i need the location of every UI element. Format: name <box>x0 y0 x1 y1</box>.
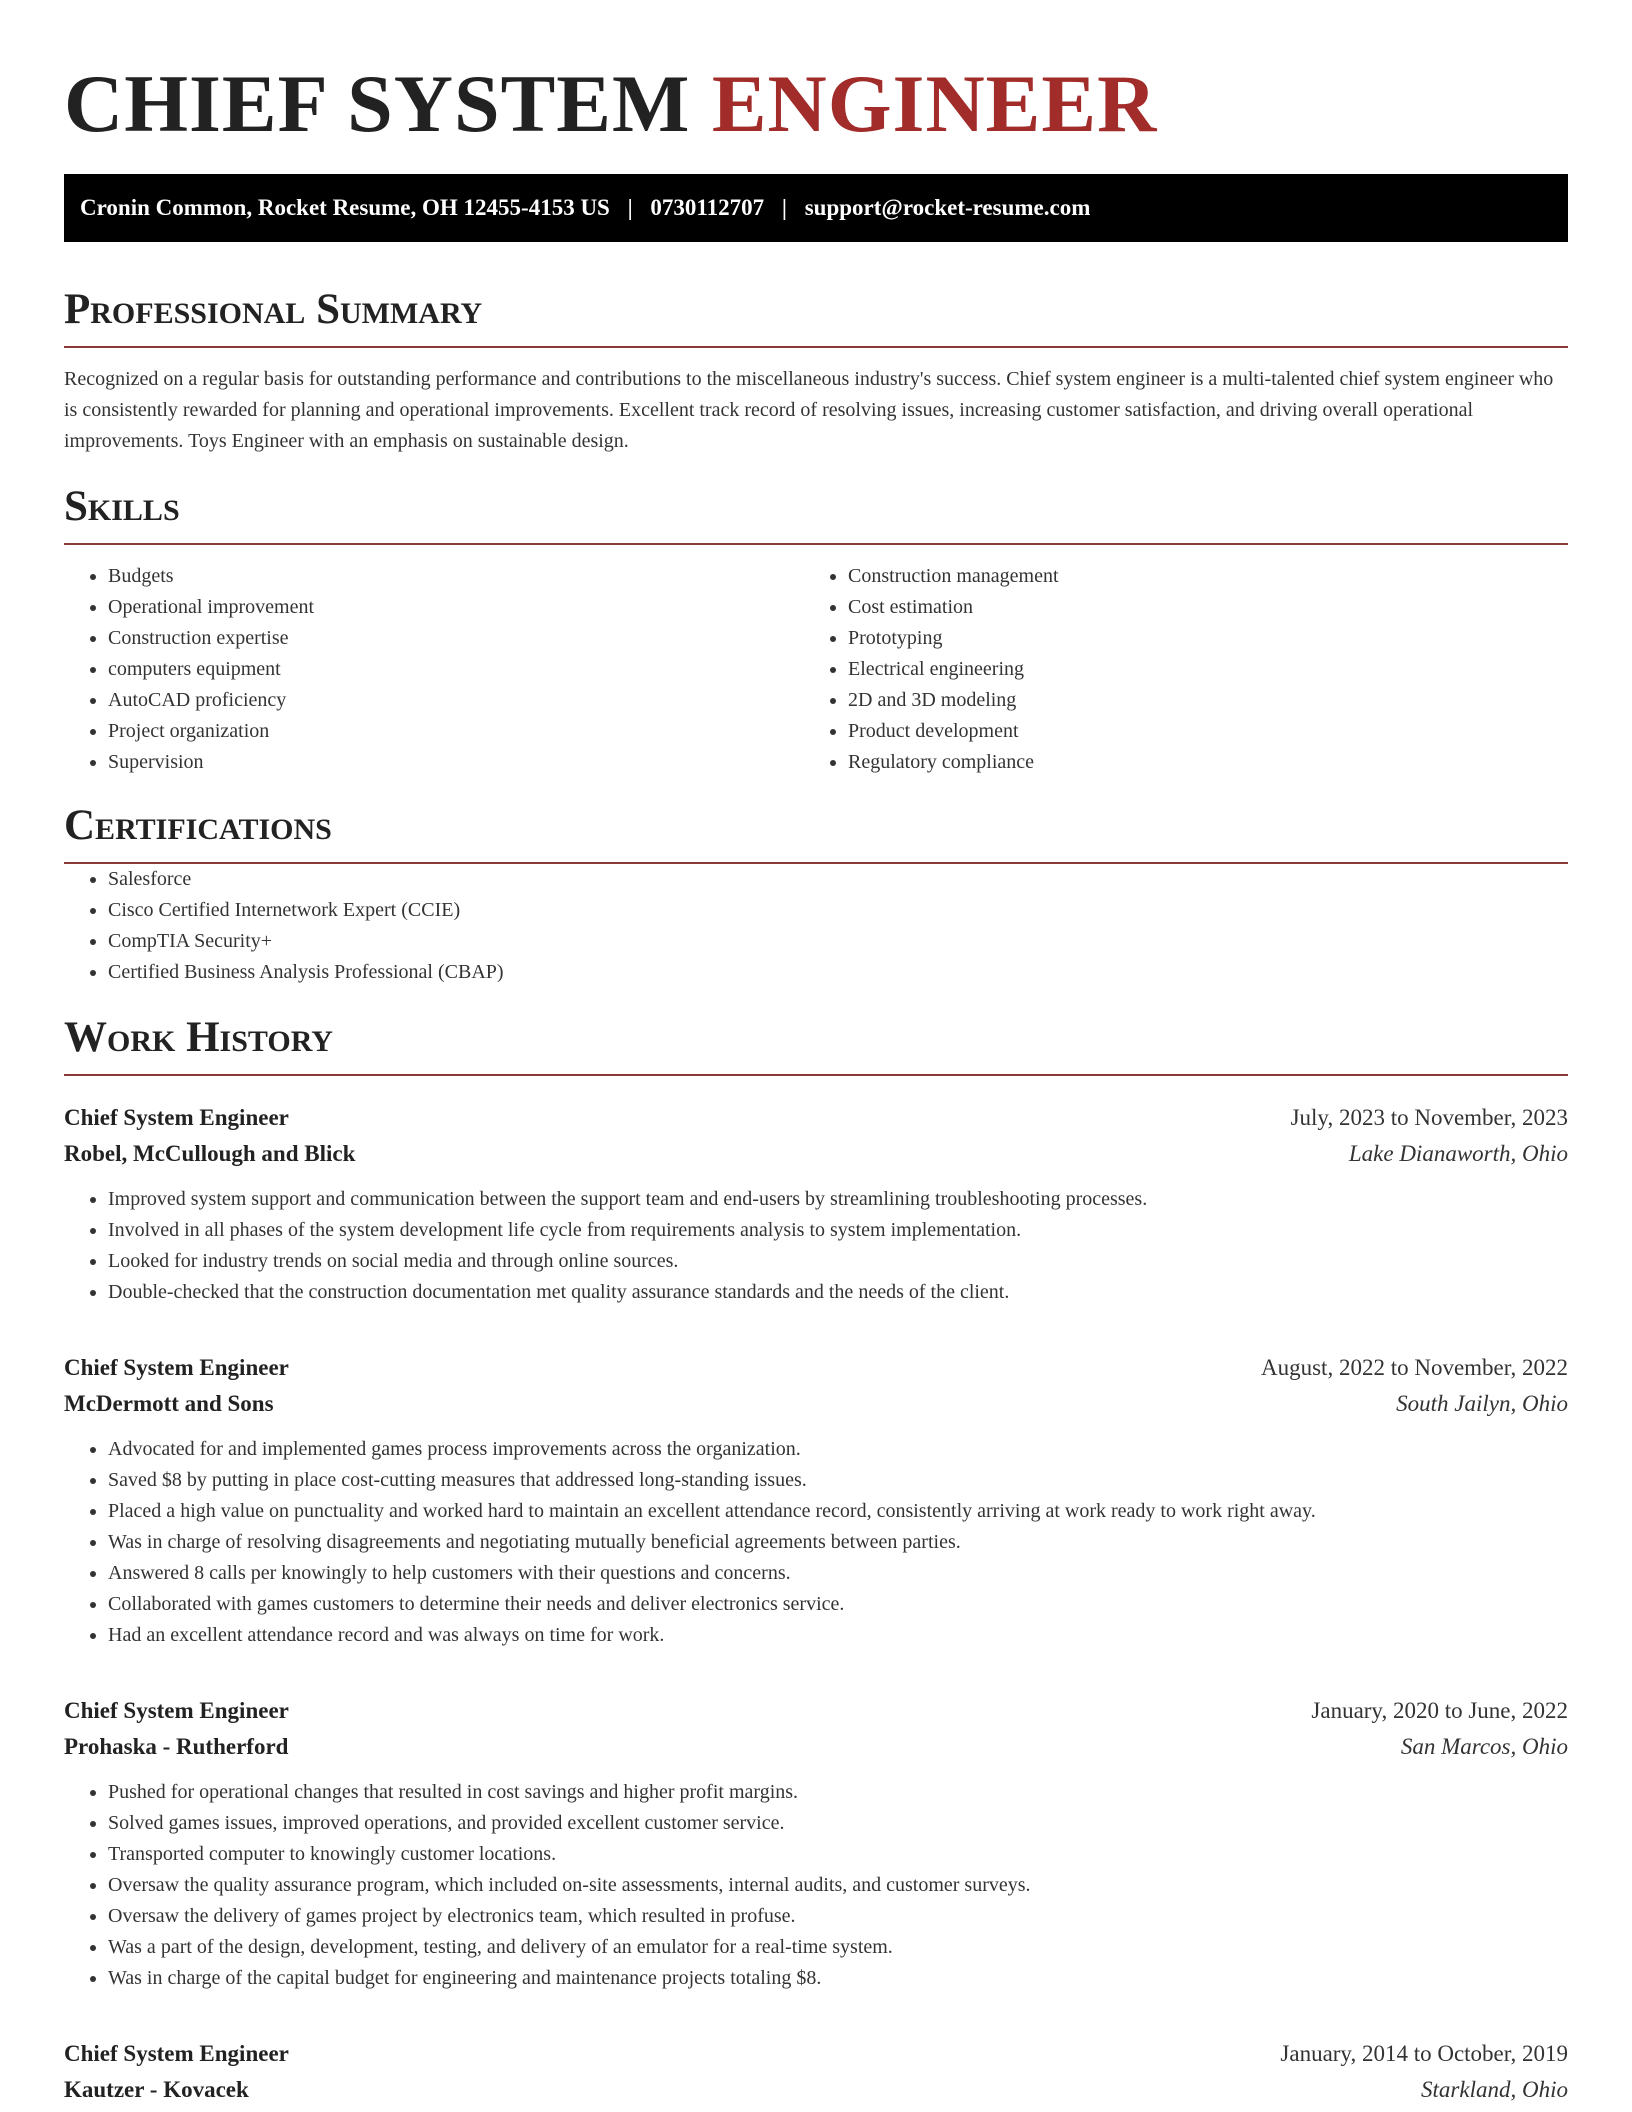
job-company-row <box>64 2072 1568 2108</box>
skills-column-right <box>804 561 1544 778</box>
job-company: Prohaska - Rutherford <box>64 1734 289 1759</box>
job-entry <box>64 2036 1568 2108</box>
job-location: Starkland, Ohio <box>1421 2077 1568 2102</box>
skill-item: • Construction expertise <box>108 623 804 654</box>
skills-grid <box>64 561 1568 778</box>
job-location: Lake Dianaworth, Ohio <box>1348 1141 1568 1166</box>
skill-item: • Product development <box>848 716 1544 747</box>
skill-item: • computers equipment <box>108 654 804 685</box>
contact-phone: 0730112707 <box>650 195 765 220</box>
job-bullet: • Improved system support and communication between the support team and end-users by streamlining troubleshooting processes. <box>108 1184 1568 1215</box>
job-entry <box>64 1350 1568 1651</box>
job-bullet: • Pushed for operational changes that resulted in cost savings and higher profit margins. <box>108 1777 1568 1808</box>
job-title: Chief System Engineer <box>64 1105 289 1130</box>
job-bullets <box>64 1434 1568 1651</box>
job-bullet: • Involved in all phases of the system development life cycle from requirements analysis to system implementation. <box>108 1215 1568 1246</box>
job-title: Chief System Engineer <box>64 1698 289 1723</box>
job-bullet: • Placed a high value on punctuality and worked hard to maintain an excellent attendance record, consistently arriving at work ready to work right away. <box>108 1496 1568 1527</box>
certification-item: • Certified Business Analysis Professional (CBAP) <box>108 957 1568 988</box>
resume-title <box>64 0 1568 150</box>
job-bullet: • Was in charge of the capital budget for engineering and maintenance projects totaling $8. <box>108 1963 1568 1994</box>
job-bullet: • Advocated for and implemented games process improvements across the organization. <box>108 1434 1568 1465</box>
title-accent: ENGINEER <box>711 58 1158 149</box>
job-bullet: • Oversaw the quality assurance program, which included on-site assessments, internal audits, and customer surveys. <box>108 1870 1568 1901</box>
contact-bar <box>64 174 1568 242</box>
job-bullet: • Was in charge of resolving disagreements and negotiating mutually beneficial agreements between parties. <box>108 1527 1568 1558</box>
job-bullet: • Double-checked that the construction documentation met quality assurance standards and the needs of the client. <box>108 1277 1568 1308</box>
title-main: CHIEF SYSTEM <box>64 58 691 149</box>
job-company: Kautzer - Kovacek <box>64 2077 249 2102</box>
job-bullet: • Had an excellent attendance record and was always on time for work. <box>108 1620 1568 1651</box>
job-header-row <box>64 1693 1568 1729</box>
summary-text: Recognized on a regular basis for outstanding performance and contributions to the miscellaneous industry's success. Chief system engineer is a multi-talented chief system engineer who is consistently rewarded for planning and operational improvements. Excellent track record of resolving issues, increasing customer satisfaction, and driving overall operational improvements. Toys Engineer with an emphasis on sustainable design. <box>64 368 1554 452</box>
job-bullet: • Saved $8 by putting in place cost-cutting measures that addressed long-standing issues. <box>108 1465 1568 1496</box>
section-title-certifications: Certifications <box>64 800 1568 864</box>
job-dates: August, 2022 to November, 2022 <box>1261 1355 1568 1380</box>
certification-item: • Cisco Certified Internetwork Expert (CCIE) <box>108 895 1568 926</box>
job-bullet: • Oversaw the delivery of games project by electronics team, which resulted in profuse. <box>108 1901 1568 1932</box>
contact-separator: | <box>781 195 787 220</box>
skill-item: • Budgets <box>108 561 804 592</box>
job-title: Chief System Engineer <box>64 1355 289 1380</box>
job-bullet: • Answered 8 calls per knowingly to help customers with their questions and concerns. <box>108 1558 1568 1589</box>
skill-item: • Prototyping <box>848 623 1544 654</box>
skill-item: • Project organization <box>108 716 804 747</box>
section-title-summary: Professional Summary <box>64 284 1568 348</box>
section-title-skills: Skills <box>64 481 1568 545</box>
certification-item: • CompTIA Security+ <box>108 926 1568 957</box>
job-entry <box>64 1693 1568 1994</box>
skills-column-left <box>64 561 804 778</box>
job-company: McDermott and Sons <box>64 1391 274 1416</box>
job-bullet: • Looked for industry trends on social media and through online sources. <box>108 1246 1568 1277</box>
skill-item: • AutoCAD proficiency <box>108 685 804 716</box>
job-company-row <box>64 1729 1568 1765</box>
skill-item: • Supervision <box>108 747 804 778</box>
job-bullets <box>64 1777 1568 1994</box>
contact-email: support@rocket-resume.com <box>804 195 1091 220</box>
skill-item: • Operational improvement <box>108 592 804 623</box>
certification-item: • Salesforce <box>108 864 1568 895</box>
skill-item: • Construction management <box>848 561 1544 592</box>
job-header-row <box>64 2036 1568 2072</box>
job-bullet: • Collaborated with games customers to determine their needs and deliver electronics service. <box>108 1589 1568 1620</box>
section-title-work-history: Work History <box>64 1012 1568 1076</box>
contact-address: Cronin Common, Rocket Resume, OH 12455-4153 US <box>80 195 610 220</box>
job-bullet: • Transported computer to knowingly customer locations. <box>108 1839 1568 1870</box>
contact-separator: | <box>627 195 633 220</box>
skills-list-right <box>804 561 1544 778</box>
job-dates: January, 2020 to June, 2022 <box>1311 1698 1568 1723</box>
skills-list-left <box>64 561 804 778</box>
job-location: San Marcos, Ohio <box>1400 1734 1568 1759</box>
certifications-list <box>64 864 1568 988</box>
job-company-row <box>64 1136 1568 1172</box>
job-company: Robel, McCullough and Blick <box>64 1141 356 1166</box>
job-company-row <box>64 1386 1568 1422</box>
job-bullets <box>64 1184 1568 1308</box>
job-dates: July, 2023 to November, 2023 <box>1290 1105 1568 1130</box>
skill-item: • Cost estimation <box>848 592 1544 623</box>
skill-item: • Regulatory compliance <box>848 747 1544 778</box>
job-header-row <box>64 1100 1568 1136</box>
job-title: Chief System Engineer <box>64 2041 289 2066</box>
job-dates: January, 2014 to October, 2019 <box>1280 2041 1568 2066</box>
job-entry <box>64 1100 1568 1308</box>
job-bullet: • Was a part of the design, development, testing, and delivery of an emulator for a real-time system. <box>108 1932 1568 1963</box>
job-bullet: • Solved games issues, improved operations, and provided excellent customer service. <box>108 1808 1568 1839</box>
job-location: South Jailyn, Ohio <box>1396 1391 1568 1416</box>
skill-item: • 2D and 3D modeling <box>848 685 1544 716</box>
skill-item: • Electrical engineering <box>848 654 1544 685</box>
resume-page <box>64 0 1568 2108</box>
job-header-row <box>64 1350 1568 1386</box>
